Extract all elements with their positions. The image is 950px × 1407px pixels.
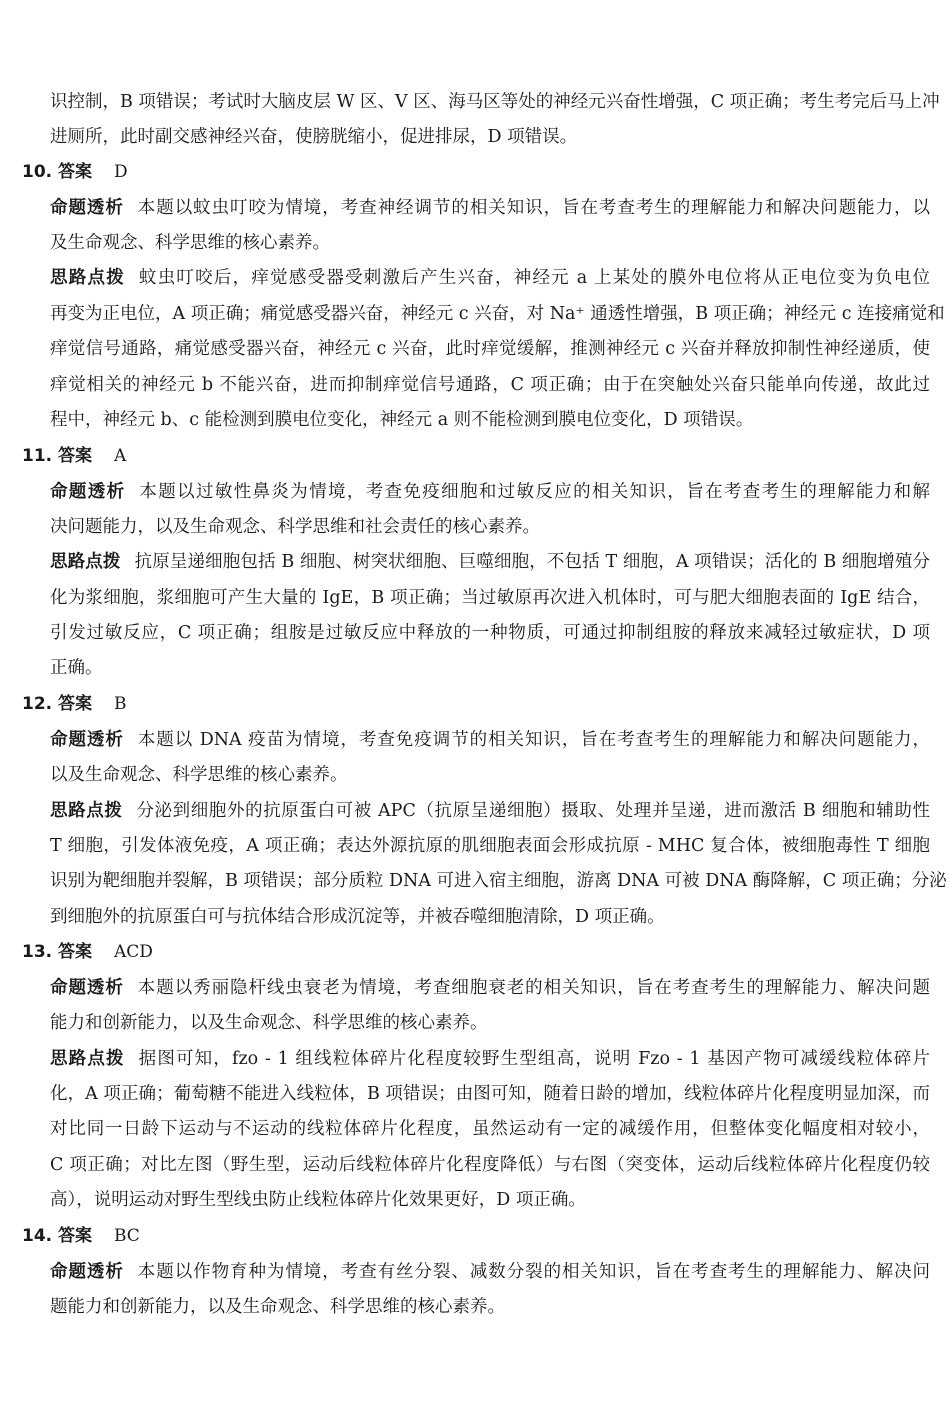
analysis-line [50,976,930,1000]
analysis-line [50,196,930,220]
hint-line: 化，A 项正确；葡萄糖不能进入线粒体，B 项错误；由图可知，随着日龄的增加，线粒体碎片化程度明显加深，而 [50,1084,930,1104]
answer-label: 答案 [58,942,93,962]
hint-line: 痒觉相关的神经元 b 不能兴奋，进而抑制痒觉信号通路，C 项正确；由于在突触处兴奋只能单向传递，故此过 [50,375,930,395]
question-number: 10. [22,162,53,182]
analysis-label: 命题透析 [50,1262,124,1282]
answer-value: B [113,694,127,714]
analysis-text: 本题以蚊虫叮咬为情境，考查神经调节的相关知识，旨在考查考生的理解能力和解决问题能力，以 [137,198,931,218]
hint-line: 再变为正电位，A 项正确；痛觉感受器兴奋，神经元 c 兴奋，对 Na⁺ 通透性增强，B 项正确；神经元 c 连接痛觉和 [50,304,945,324]
hint-line: 程中，神经元 b、c 能检测到膜电位变化，神经元 a 则不能检测到膜电位变化，D 项错误。 [50,410,754,430]
answer-label: 答案 [58,694,93,714]
question-number: 11. [22,446,53,466]
hint-line: 到细胞外的抗原蛋白可与抗体结合形成沉淀等，并被吞噬细胞清除，D 项正确。 [50,907,665,927]
hint-label: 思路点拨 [50,552,121,572]
answer-label: 答案 [58,446,93,466]
hint-text: 据图可知，fzo - 1 组线粒体碎片化程度较野生型组高，说明 Fzo - 1 基因产物可减缓线粒体碎片 [138,1049,930,1069]
answer-value: D [113,162,128,182]
answer-label: 答案 [58,162,93,182]
analysis-text: 本题以 DNA 疫苗为情境，考查免疫调节的相关知识，旨在考查考生的理解能力和解决问题能力， [137,730,930,750]
hint-line: 识别为靶细胞并裂解，B 项错误；部分质粒 DNA 可进入宿主细胞，游离 DNA 可被 DNA 酶降解，C 项正确；分泌 [50,871,947,891]
hint-line [50,550,930,574]
intro-line: 识控制，B 项错误；考试时大脑皮层 W 区、V 区、海马区等处的神经元兴奋性增强，C 项正确；考生考完后马上冲 [50,92,940,112]
hint-text: 蚊虫叮咬后，痒觉感受器受刺激后产生兴奋，神经元 a 上某处的膜外电位将从正电位变为负电位 [138,268,930,288]
analysis-label: 命题透析 [50,482,126,502]
analysis-label: 命题透析 [50,730,124,750]
hint-text: 抗原呈递细胞包括 B 细胞、树突状细胞、巨噬细胞，不包括 T 细胞，A 项错误；活化的 B 细胞增殖分 [134,552,930,572]
analysis-line: 以及生命观念、科学思维的核心素养。 [50,765,348,785]
analysis-line: 及生命观念、科学思维的核心素养。 [50,233,330,253]
analysis-label: 命题透析 [50,978,124,998]
question-number: 14. [22,1226,53,1246]
hint-line [50,266,930,290]
analysis-line [50,1260,930,1284]
answer-value: ACD [113,942,153,962]
hint-label: 思路点拨 [50,801,123,821]
hint-line [50,1047,930,1071]
hint-line: 对比同一日龄下运动与不运动的线粒体碎片化程度，虽然运动有一定的减缓作用，但整体变化幅度相对较小， [50,1119,930,1139]
question-number: 12. [22,694,53,714]
hint-line: 引发过敏反应，C 项正确；组胺是过敏反应中释放的一种物质，可通过抑制组胺的释放来减轻过敏症状，D 项 [50,623,930,643]
analysis-line [50,480,930,504]
answer-value: BC [113,1226,140,1246]
hint-label: 思路点拨 [50,268,125,288]
analysis-label: 命题透析 [50,198,124,218]
analysis-line [50,728,930,752]
hint-label: 思路点拨 [50,1049,125,1069]
answer-label: 答案 [58,1226,93,1246]
analysis-line: 决问题能力，以及生命观念、科学思维和社会责任的核心素养。 [50,517,540,537]
analysis-line: 题能力和创新能力，以及生命观念、科学思维的核心素养。 [50,1297,505,1317]
intro-line: 进厕所，此时副交感神经兴奋，使膀胱缩小，促进排尿，D 项错误。 [50,127,578,147]
question-number: 13. [22,942,53,962]
hint-line: 化为浆细胞，浆细胞可产生大量的 IgE，B 项正确；当过敏原再次进入机体时，可与肥大细胞表面的 IgE 结合， [50,588,930,608]
analysis-text: 本题以秀丽隐杆线虫衰老为情境，考查细胞衰老的相关知识，旨在考查考生的理解能力、解决问题 [137,978,931,998]
hint-line: C 项正确；对比左图（野生型，运动后线粒体碎片化程度降低）与右图（突变体，运动后线粒体碎片化程度仍较 [50,1155,930,1175]
answer-value: A [113,446,127,466]
hint-line: 高），说明运动对野生型线虫防止线粒体碎片化效果更好，D 项正确。 [50,1190,586,1210]
question-11-header [22,444,126,468]
hint-line: 痒觉信号通路，痛觉感受器兴奋，神经元 c 兴奋，此时痒觉缓解，推测神经元 c 兴奋并释放抑制性神经递质，使 [50,339,930,359]
analysis-text: 本题以过敏性鼻炎为情境，考查免疫细胞和过敏反应的相关知识，旨在考查考生的理解能力和解 [139,482,930,502]
question-12-header [22,692,126,716]
analysis-text: 本题以作物育种为情境，考查有丝分裂、减数分裂的相关知识，旨在考查考生的理解能力、解决问 [137,1262,931,1282]
question-10-header [22,160,128,184]
analysis-line: 能力和创新能力，以及生命观念、科学思维的核心素养。 [50,1013,488,1033]
hint-line [50,799,930,823]
hint-line: T 细胞，引发体液免疫，A 项正确；表达外源抗原的肌细胞表面会形成抗原 - MHC 复合体，被细胞毒性 T 细胞 [50,836,930,856]
question-14-header [22,1224,140,1248]
hint-text: 分泌到细胞外的抗原蛋白可被 APC（抗原呈递细胞）摄取、处理并呈递，进而激活 B 细胞和辅助性 [136,801,930,821]
question-13-header [22,940,153,964]
hint-line: 正确。 [50,658,103,678]
